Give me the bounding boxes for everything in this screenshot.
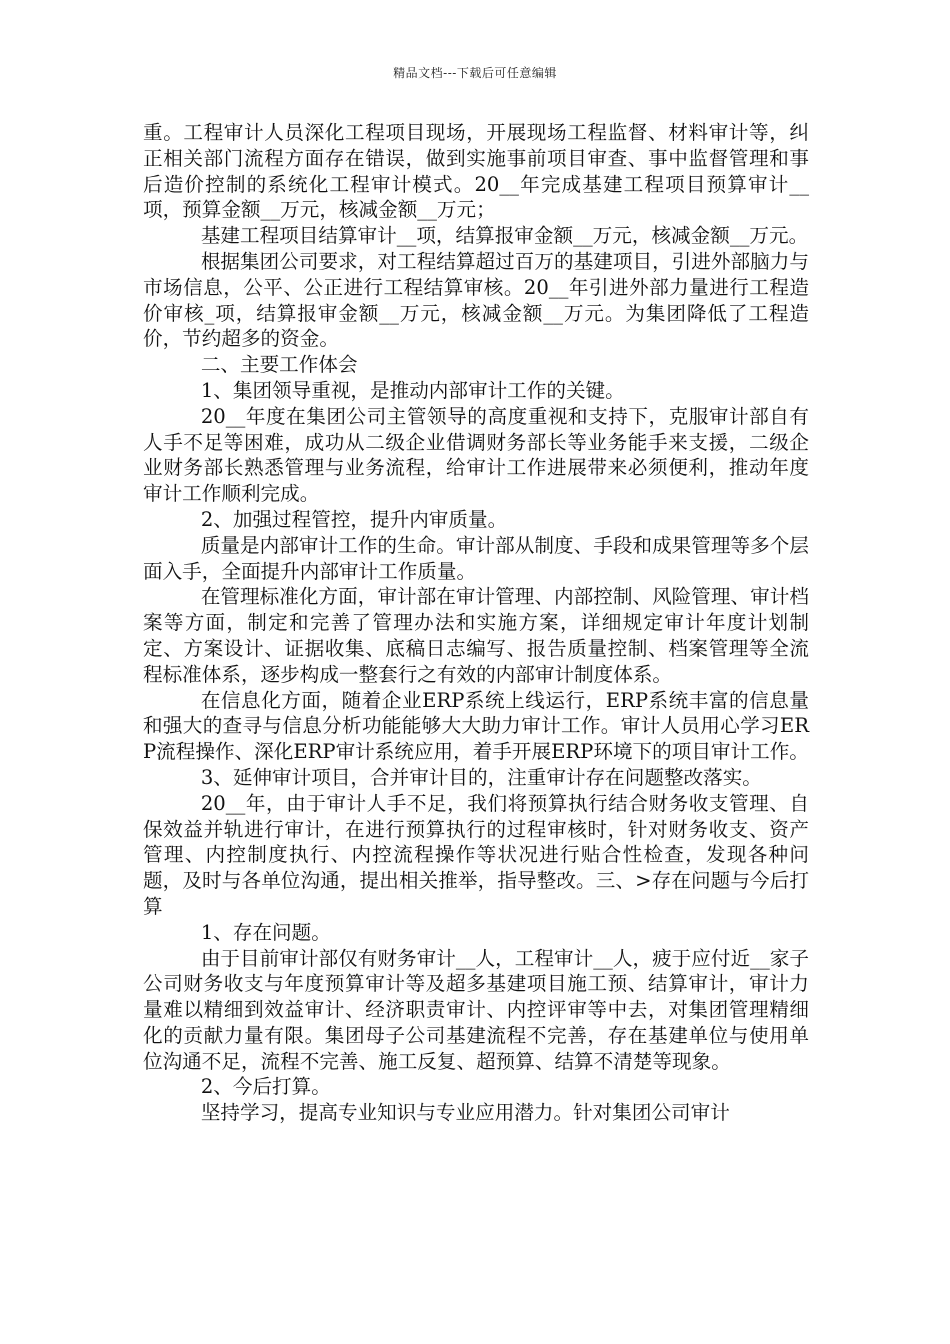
section-heading: 二、主要工作体会 — [200, 353, 358, 377]
paragraph: 由于目前审计部仅有财务审计__人，工程审计__人，疲于应付近__家子公司财务收支与年度预算审计等及超多基建项目施工预、结算审计，审计力量难以精细到效益审计、经济职责审计、内控评审等中去，对集团管理精细化的贡献力量有限。集团母子公司基建流程不完善，存在基建单位与使用单位沟通不足，流程不完善、施工反复、超预算、结算不清楚等现象。 — [143, 946, 809, 1073]
paragraph: 重。工程审计人员深化工程项目现场，开展现场工程监督、材料审计等，纠正相关部门流程方面存在错误，做到实施事前项目审查、事中监督管理和事后造价控制的系统化工程审计模式。20__年完成基建工程项目预算审计__项，预算金额__万元，核减金额__万元； — [143, 121, 809, 222]
paragraph: 质量是内部审计工作的生命。审计部从制度、手段和成果管理等多个层面入手，全面提升内部审计工作质量。 — [143, 533, 809, 583]
paragraph: 基建工程项目结算审计__项，结算报审金额__万元，核减金额__万元。 — [200, 224, 809, 248]
subsection-heading: 2、今后打算。 — [200, 1075, 331, 1099]
paragraph: 根据集团公司要求，对工程结算超过百万的基建项目，引进外部脑力与市场信息，公平、公正进行工程结算审核。20__年引进外部力量进行工程造价审核_项，结算报审金额__万元，核减金额__万元。为集团降低了工程造价，节约超多的资金。 — [143, 249, 809, 351]
paragraph: 在信息化方面，随着企业ERP系统上线运行，ERP系统丰富的信息量和强大的查寻与信息分析功能能够大大助力审计工作。审计人员用心学习ERP流程操作、深化ERP审计系统应用，着手开展ERP环境下的项目审计工作。 — [143, 688, 809, 764]
paragraph: 在管理标准化方面，审计部在审计管理、内部控制、风险管理、审计档案等方面，制定和完善了管理办法和实施方案，详细规定审计年度计划制定、方案设计、证据收集、底稿日志编写、报告质量控制、档案管理等全流程标准体系，逐步构成一整套行之有效的内部审计制度体系。 — [143, 585, 809, 686]
paragraph: 20__年，由于审计人手不足，我们将预算执行结合财务收支管理、自保效益并轨进行审计，在进行预算执行的过程审核时，针对财务收支、资产管理、内控制度执行、内控流程操作等状况进行贴合性检查，发现各种问题，及时与各单位沟通，提出相关推举，指导整改。三、>存在问题与今后打算 — [143, 791, 809, 918]
paragraph: 坚持学习，提高专业知识与专业应用潜力。针对集团公司审计 — [200, 1101, 730, 1125]
subsection-heading: 1、存在问题。 — [200, 920, 331, 944]
paragraph: 20__年度在集团公司主管领导的高度重视和支持下，克服审计部自有人手不足等困难，成功从二级企业借调财务部长等业务能手来支援，二级企业财务部长熟悉管理与业务流程，给审计工作进展带来必须便利，推动年度审计工作顺利完成。 — [143, 404, 809, 506]
page-header: 精品文档---下载后可任意编辑 — [393, 66, 557, 80]
subsection-heading: 3、延伸审计项目，合并审计目的，注重审计存在问题整改落实。 — [200, 765, 762, 789]
subsection-heading: 2、加强过程管控，提升内审质量。 — [200, 507, 508, 531]
subsection-heading: 1、集团领导重视，是推动内部审计工作的关键。 — [200, 378, 625, 402]
document-body — [143, 120, 809, 1126]
